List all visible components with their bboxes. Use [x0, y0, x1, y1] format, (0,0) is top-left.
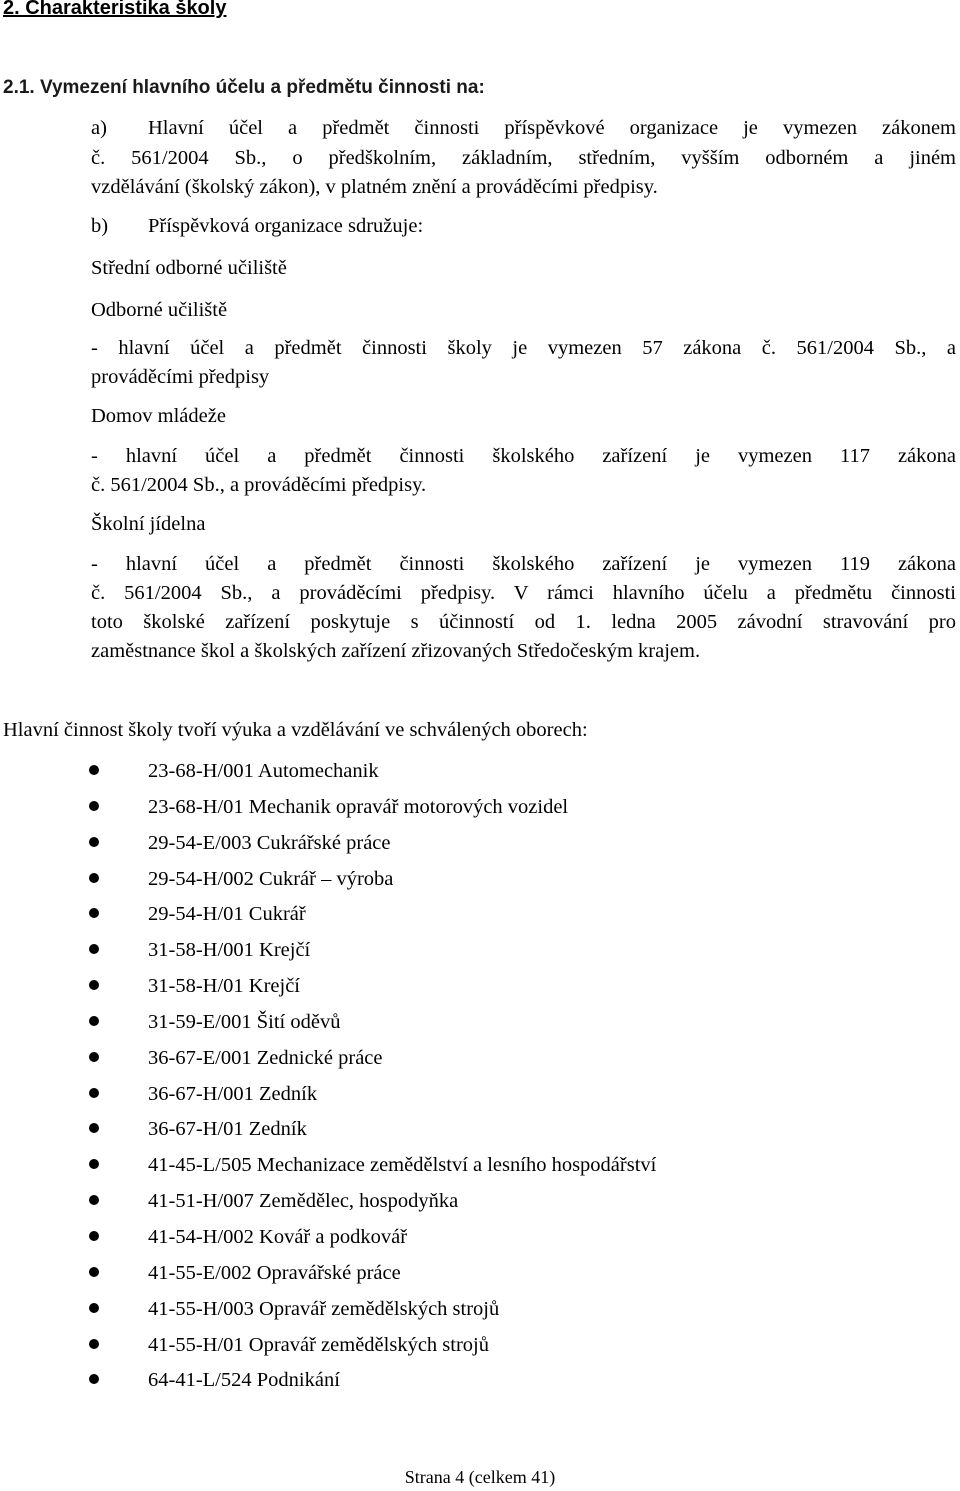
unit-sj-desc-2: č. 561/2004 Sb., a prováděcími předpisy. V rámci hlavního účelu a předmětu činnosti — [91, 582, 956, 604]
bullet-icon — [89, 1016, 99, 1026]
unit-sj-desc-1: - hlavní účel a předmět činnosti školského zařízení je vymezen 119 zákona — [91, 553, 956, 575]
bullet-icon — [89, 1231, 99, 1241]
bullet-icon — [89, 980, 99, 990]
program-label: 29-54-H/01 Cukrář — [148, 903, 306, 926]
program-label: 29-54-H/002 Cukrář – výroba — [148, 867, 394, 890]
unit-sou-title: Střední odborné učiliště — [91, 257, 287, 279]
unit-dm-desc-1: - hlavní účel a předmět činnosti školského zařízení je vymezen 117 zákona — [91, 445, 956, 467]
program-label: 29-54-E/003 Cukrářské práce — [148, 831, 391, 854]
bullet-icon — [89, 765, 99, 775]
bullet-icon — [89, 1123, 99, 1133]
bullet-icon — [89, 1088, 99, 1098]
bullet-icon — [89, 908, 99, 918]
item-b-text: Příspěvková organizace sdružuje: — [148, 215, 424, 237]
item-a-marker: a) — [91, 117, 107, 139]
program-label: 31-58-H/001 Krejčí — [148, 939, 311, 962]
program-label: 41-45-L/505 Mechanizace zemědělství a lesního hospodářství — [148, 1154, 657, 1177]
program-label: 36-67-E/001 Zednické práce — [148, 1046, 383, 1069]
item-b-marker: b) — [91, 215, 109, 237]
unit-dm-title: Domov mládeže — [91, 405, 226, 427]
item-a-line-2: č. 561/2004 Sb., o předškolním, základním, středním, vyšším odborném a jiném — [91, 147, 956, 169]
program-label: 23-68-H/01 Mechanik opravář motorových vozidel — [148, 795, 569, 818]
unit-sj-title: Školní jídelna — [91, 513, 206, 535]
unit-sj-desc-4: zaměstnance škol a školských zařízení zřizovaných Středočeským krajem. — [91, 640, 701, 662]
program-label: 64-41-L/524 Podnikání — [148, 1369, 340, 1392]
section-heading: 2.1. Vymezení hlavního účelu a předmětu činnosti na: — [3, 77, 485, 98]
program-label: 31-59-E/001 Šití oděvů — [148, 1010, 341, 1033]
bullet-icon — [89, 801, 99, 811]
item-a-line-3: vzdělávání (školský zákon), v platném znění a prováděcími předpisy. — [91, 176, 658, 198]
bullet-icon — [89, 1159, 99, 1169]
bullet-icon — [89, 873, 99, 883]
unit-sj-desc-3: toto školské zařízení poskytuje s účinností od 1. ledna 2005 závodní stravování pro — [91, 611, 956, 633]
item-a-line-1: Hlavní účel a předmět činnosti příspěvkové organizace je vymezen zákonem — [148, 117, 956, 139]
bullet-icon — [89, 1267, 99, 1277]
program-label: 23-68-H/001 Automechanik — [148, 760, 379, 782]
bullet-icon — [89, 1195, 99, 1205]
unit-ou-desc-1: - hlavní účel a předmět činnosti školy je vymezen 57 zákona č. 561/2004 Sb., a — [91, 337, 956, 359]
page-footer: Strana 4 (celkem 41) — [404, 1467, 556, 1487]
program-label: 36-67-H/001 Zedník — [148, 1082, 318, 1105]
bullet-icon — [89, 1339, 99, 1349]
program-label: 36-67-H/01 Zedník — [148, 1118, 307, 1141]
unit-ou-desc-2: prováděcími předpisy — [91, 366, 270, 388]
program-label: 41-55-E/002 Opravářské práce — [148, 1261, 401, 1284]
bullet-icon — [89, 1374, 99, 1384]
program-label: 41-55-H/003 Opravář zemědělských strojů — [148, 1297, 500, 1320]
program-label: 41-55-H/01 Opravář zemědělských strojů — [148, 1333, 489, 1356]
bullet-icon — [89, 1303, 99, 1313]
main-activity-text: Hlavní činnost školy tvoří výuka a vzdělávání ve schválených oborech: — [3, 719, 588, 741]
bullet-icon — [89, 1052, 99, 1062]
program-label: 41-54-H/002 Kovář a podkovář — [148, 1225, 408, 1248]
unit-ou-title: Odborné učiliště — [91, 299, 228, 321]
bullet-icon — [89, 837, 99, 847]
program-label: 31-58-H/01 Krejčí — [148, 975, 300, 998]
program-label: 41-51-H/007 Zemědělec, hospodyňka — [148, 1190, 459, 1213]
bullet-icon — [89, 944, 99, 954]
unit-dm-desc-2: č. 561/2004 Sb., a prováděcími předpisy. — [91, 474, 427, 496]
page-heading: 2. Charakteristika školy — [3, 0, 227, 19]
